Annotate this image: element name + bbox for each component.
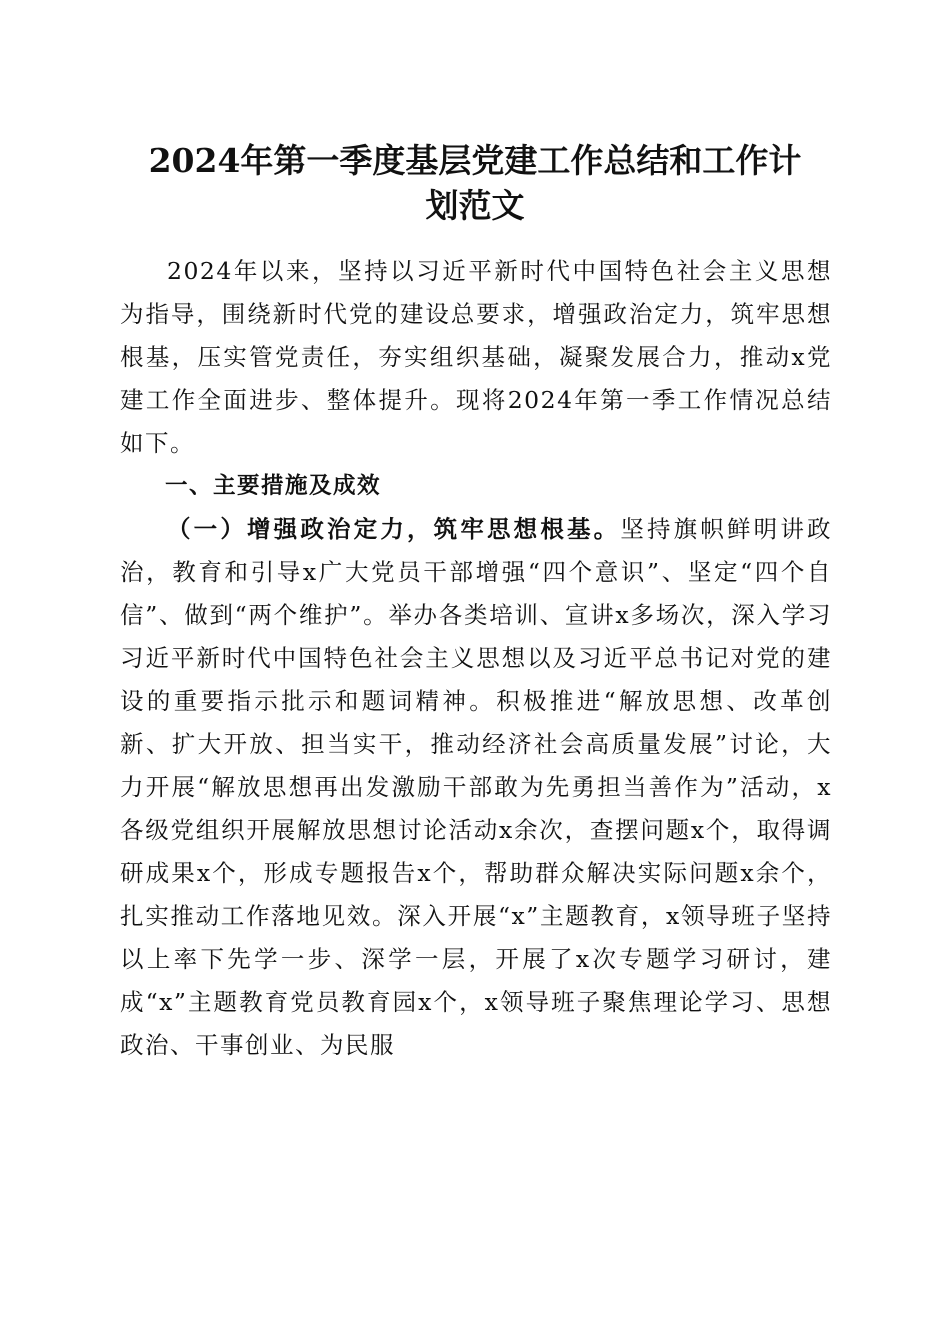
title-line-2: 划范文 <box>425 186 525 225</box>
document-body <box>120 250 832 1067</box>
section-heading-1: 一、主要措施及成效 <box>165 473 382 499</box>
subsection-lead-1: （一）增强政治定力，筑牢思想根基。 <box>167 515 621 543</box>
document-title <box>120 138 830 228</box>
title-line-1: 2024年第一季度基层党建工作总结和工作计 <box>148 141 802 180</box>
subsection-paragraph-1 <box>120 508 832 1067</box>
intro-paragraph: 2024年以来，坚持以习近平新时代中国特色社会主义思想为指导，围绕新时代党的建设总要求，增强政治定力，筑牢思想根基，压实管党责任，夯实组织基础，凝聚发展合力，推动x党建工作全面进步、整体提升。现将2024年第一季工作情况总结如下。 <box>120 257 832 457</box>
subsection-text-1: 坚持旗帜鲜明讲政治，教育和引导x广大党员干部增强“四个意识”、坚定“四个自信”、做到“两个维护”。举办各类培训、宣讲x多场次，深入学习习近平新时代中国特色社会主义思想以及习近平总书记对党的建设的重要指示批示和题词精神。积极推进“解放思想、改革创新、扩大开放、担当实干，推动经济社会高质量发展”讨论，大力开展“解放思想再出发激励干部敢为先勇担当善作为”活动，x各级党组织开展解放思想讨论活动x余次，查摆问题x个，取得调研成果x个，形成专题报告x个，帮助群众解决实际问题x余个，扎实推动工作落地见效。深入开展“x”主题教育，x领导班子坚持以上率下先学一步、深学一层，开展了x次专题学习研讨，建成“x”主题教育党员教育园x个，x领导班子聚焦理论学习、思想政治、干事创业、为民服 <box>120 515 833 1059</box>
